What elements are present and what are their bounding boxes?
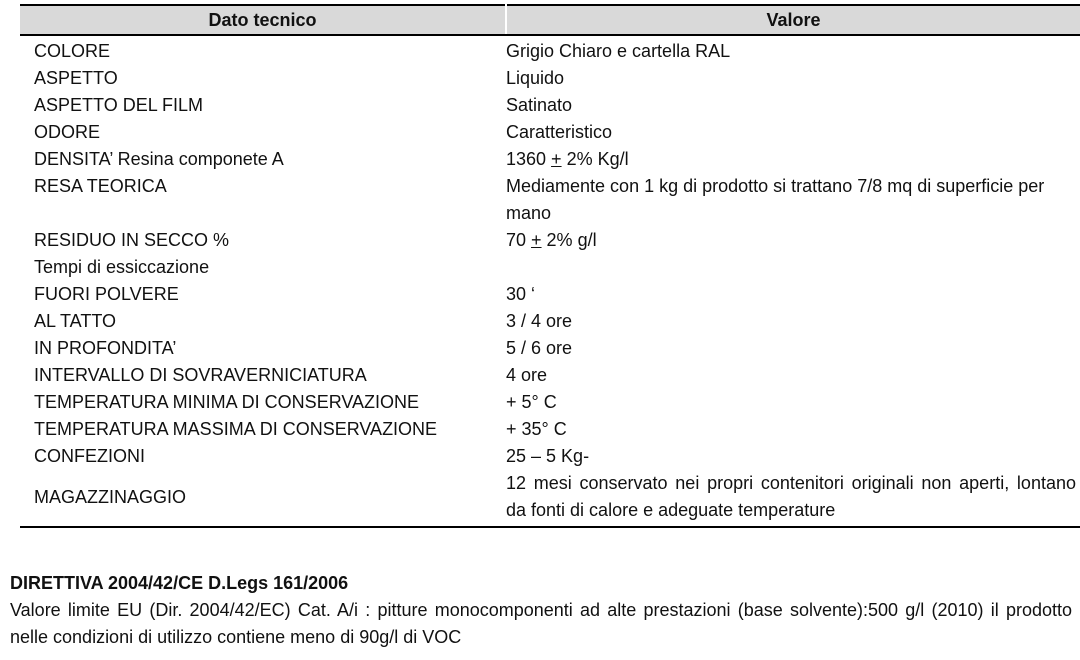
directive-section <box>10 570 1072 651</box>
row-label: RESIDUO IN SECCO % <box>34 230 230 250</box>
row-label: DENSITA’ Resina componete A <box>34 149 284 169</box>
row-value: Satinato <box>506 95 573 115</box>
row-value: + 5° C <box>506 392 557 412</box>
value-tolerance: 2% Kg/l <box>561 149 629 169</box>
row-label: AL TATTO <box>34 311 117 331</box>
table-row-confezioni <box>20 443 1080 470</box>
table-row-in-profondita <box>20 335 1080 362</box>
value-number: 70 <box>506 230 532 250</box>
row-value <box>506 254 1080 281</box>
row-label: FUORI POLVERE <box>34 284 179 304</box>
row-label: TEMPERATURA MINIMA DI CONSERVAZIONE <box>34 392 420 412</box>
table-row-temperatura-massima <box>20 416 1080 443</box>
table-row-aspetto-film <box>20 92 1080 119</box>
row-value: Grigio Chiaro e cartella RAL <box>506 41 731 61</box>
plus-minus-sign: + <box>531 230 542 250</box>
row-value: 25 – 5 Kg- <box>506 446 590 466</box>
table-row-al-tatto <box>20 308 1080 335</box>
table-row-odore <box>20 119 1080 146</box>
plus-minus-sign: + <box>551 149 562 169</box>
row-value: 30 ‘ <box>506 284 536 304</box>
row-value: 3 / 4 ore <box>506 311 573 331</box>
row-value: Mediamente con 1 kg di prodotto si trattano 7/8 mq di superficie per mano <box>506 176 1045 223</box>
row-label: RESA TEORICA <box>34 176 167 196</box>
table-row-residuo-secco <box>20 227 1080 254</box>
row-label: ODORE <box>34 122 101 142</box>
row-label: CONFEZIONI <box>34 446 145 466</box>
table-row-intervallo-sovraverniciatura <box>20 362 1080 389</box>
directive-title: DIRETTIVA 2004/42/CE D.Legs 161/2006 <box>10 573 349 593</box>
row-value: 12 mesi conservato nei propri contenitori originali non aperti, lontano da fonti di calore e adeguate temperature <box>506 470 1080 527</box>
row-value: Liquido <box>506 68 565 88</box>
table-row-resa-teorica <box>20 173 1080 227</box>
value-number: 1360 <box>506 149 552 169</box>
row-label: MAGAZZINAGGIO <box>20 470 506 527</box>
row-label: ASPETTO DEL FILM <box>34 95 204 115</box>
directive-text: Valore limite EU (Dir. 2004/42/EC) Cat. A/i : pitture monocomponenti ad alte prestazioni (base solvente):500 g/l (2010) il prodotto nelle condizioni di utilizzo contiene meno di 90g/l di VOC <box>10 600 1072 647</box>
table-row-temperatura-minima <box>20 389 1080 416</box>
row-label: Tempi di essiccazione <box>34 257 210 277</box>
row-value: 5 / 6 ore <box>506 338 573 358</box>
header-dato-tecnico: Dato tecnico <box>20 5 506 35</box>
row-label: IN PROFONDITA’ <box>34 338 177 358</box>
row-value: Caratteristico <box>506 122 613 142</box>
table-row-fuori-polvere <box>20 281 1080 308</box>
row-label: COLORE <box>34 41 111 61</box>
table-row-magazzinaggio <box>20 470 1080 527</box>
table-row-tempi-essiccazione <box>20 254 1080 281</box>
row-label: TEMPERATURA MASSIMA DI CONSERVAZIONE <box>34 419 438 439</box>
row-value <box>506 227 1080 254</box>
table-row-colore <box>20 35 1080 65</box>
row-value <box>506 146 1080 173</box>
header-valore: Valore <box>506 5 1080 35</box>
row-label: ASPETTO <box>34 68 118 88</box>
table-row-densita <box>20 146 1080 173</box>
technical-data-table <box>20 4 1080 528</box>
row-value: + 35° C <box>506 419 567 439</box>
table-header-row <box>20 5 1080 35</box>
row-value: 4 ore <box>506 365 548 385</box>
row-label: INTERVALLO DI SOVRAVERNICIATURA <box>34 365 367 385</box>
value-tolerance: 2% g/l <box>541 230 597 250</box>
table-row-aspetto <box>20 65 1080 92</box>
